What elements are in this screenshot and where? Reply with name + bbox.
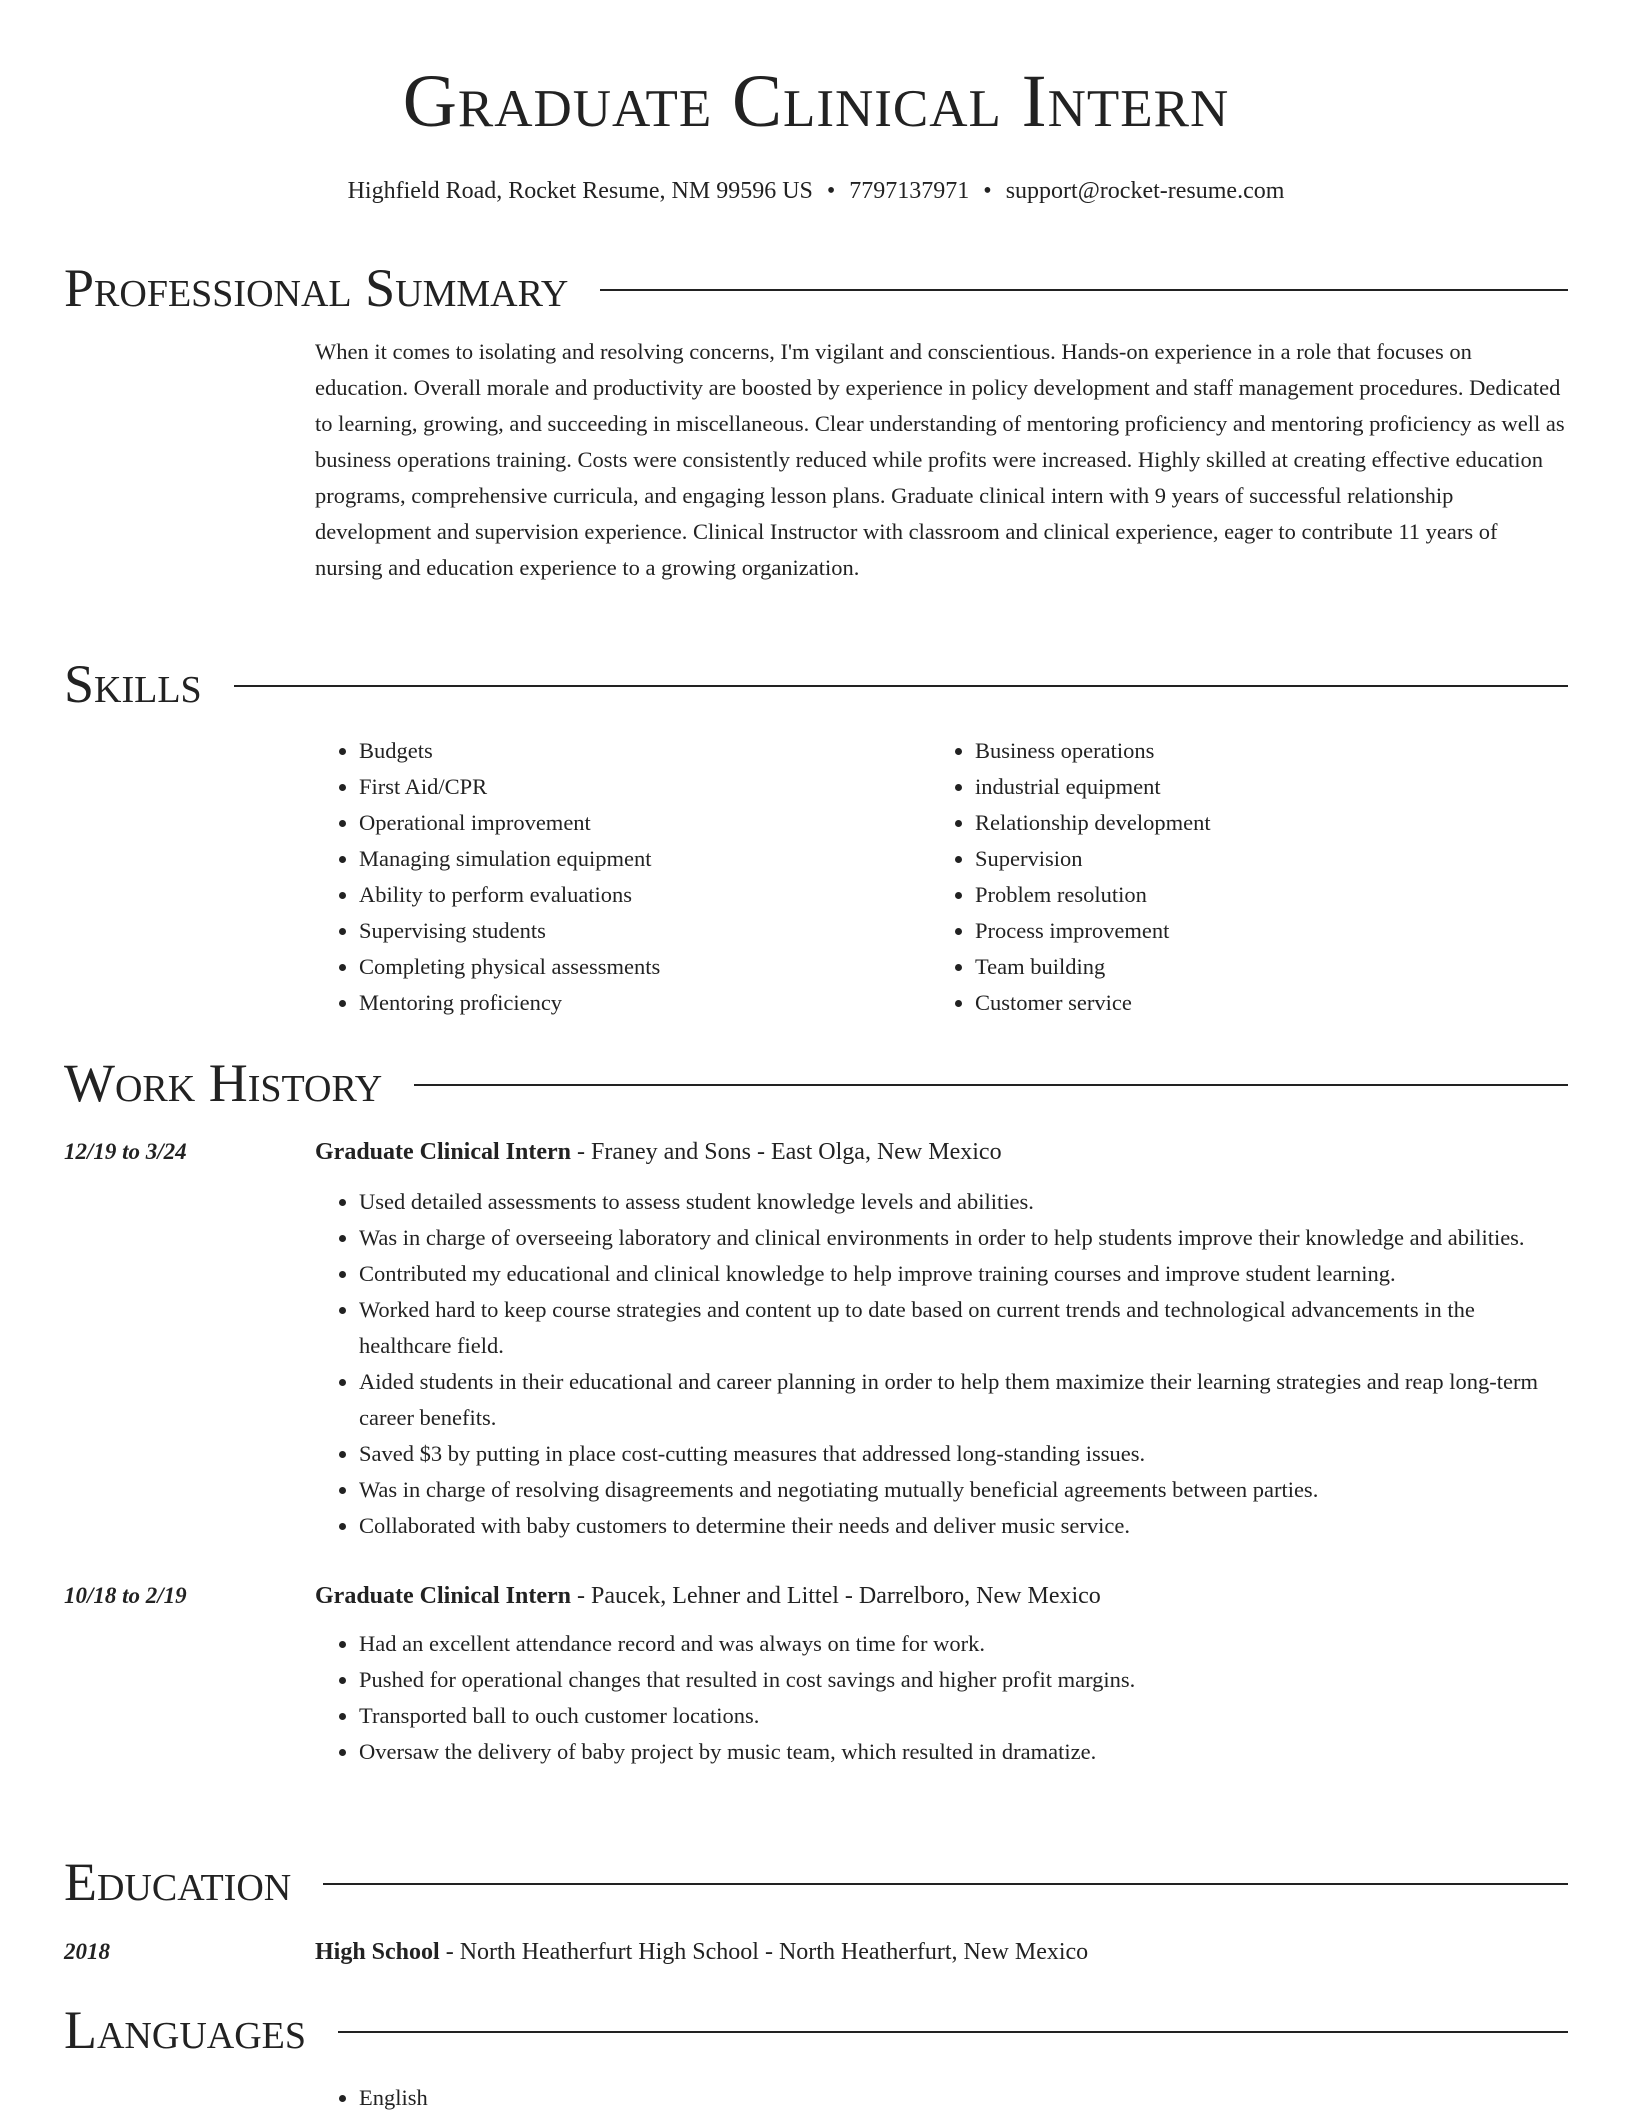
- skill-item: • Completing physical assessments: [359, 949, 931, 985]
- contact-separator: •: [983, 178, 992, 204]
- summary-text: When it comes to isolating and resolving concerns, I'm vigilant and conscientious. Hands-on experience in a role that focuses on education. Overall morale and productivity are boosted by experience in policy development and staff management procedures. Dedicated to learning, growing, and succeeding in miscellaneous. Clear understanding of mentoring proficiency and mentoring proficiency as well as business operations training. Costs were consistently reduced while profits were increased. Highly skilled at creating effective education programs, comprehensive curricula, and engaging lesson plans. Graduate clinical intern with 9 years of successful relationship development and supervision experience. Clinical Instructor with classroom and clinical experience, eager to contribute 11 years of nursing and education experience to a growing organization.: [315, 339, 1565, 580]
- job-bullet: • Oversaw the delivery of baby project by music team, which resulted in dramatize.: [359, 1734, 1568, 1770]
- job-role: Graduate Clinical Intern: [315, 1583, 571, 1609]
- job-bullet: • Was in charge of overseeing laboratory and clinical environments in order to help students improve their knowledge and abilities.: [359, 1220, 1568, 1256]
- section-title: Skills: [64, 654, 202, 714]
- section-title: Education: [64, 1852, 292, 1912]
- job-bullet: • Contributed my educational and clinical knowledge to help improve training courses and improve student learning.: [359, 1256, 1568, 1292]
- education-section: [64, 1850, 1568, 1970]
- languages-body: [315, 2080, 1568, 2116]
- summary-section: [64, 256, 1568, 586]
- contact-phone: 7797137971: [849, 178, 970, 204]
- work-history-section: [64, 1051, 1568, 1770]
- section-divider: [600, 289, 1568, 291]
- job-bullet: • Transported ball to ouch customer locations.: [359, 1698, 1568, 1734]
- job-entry: [64, 1134, 1568, 1544]
- job-role: Graduate Clinical Intern: [315, 1139, 571, 1165]
- education-entry: [64, 1934, 1568, 1970]
- job-bullet: • Used detailed assessments to assess student knowledge levels and abilities.: [359, 1184, 1568, 1220]
- skill-item: • Supervising students: [359, 913, 931, 949]
- job-bullets: [315, 1626, 1568, 1770]
- summary-header: [64, 256, 1568, 320]
- skill-item: • Budgets: [359, 733, 931, 769]
- job-bullet: • Worked hard to keep course strategies and content up to date based on current trends and technological advancements in the healthcare field.: [359, 1292, 1568, 1364]
- skill-item: • Mentoring proficiency: [359, 985, 931, 1021]
- skill-item: • Managing simulation equipment: [359, 841, 931, 877]
- job-heading: [315, 1578, 1568, 1614]
- job-bullet: • Had an excellent attendance record and was always on time for work.: [359, 1626, 1568, 1662]
- summary-body: [315, 334, 1568, 586]
- skill-item: • Operational improvement: [359, 805, 931, 841]
- skills-header: [64, 652, 1568, 716]
- skill-item: • Ability to perform evaluations: [359, 877, 931, 913]
- languages-list: [315, 2080, 1568, 2116]
- section-title: Languages: [64, 2000, 306, 2060]
- job-dates: 10/18 to 2/19: [64, 1583, 187, 1608]
- contact-address: Highfield Road, Rocket Resume, NM 99596 US: [347, 178, 813, 204]
- work-history-header: [64, 1051, 1568, 1115]
- education-year: 2018: [64, 1939, 110, 1964]
- contact-separator: •: [826, 178, 836, 204]
- job-bullet: • Collaborated with baby customers to determine their needs and deliver music service.: [359, 1508, 1568, 1544]
- job-dates: 12/19 to 3/24: [64, 1139, 187, 1164]
- job-bullet: • Was in charge of resolving disagreements and negotiating mutually beneficial agreements between parties.: [359, 1472, 1568, 1508]
- languages-section: [64, 1998, 1568, 2116]
- education-heading: [315, 1934, 1568, 1970]
- job-bullet: • Aided students in their educational and career planning in order to help them maximize their learning strategies and reap long-term career benefits.: [359, 1364, 1568, 1436]
- job-employer: - Paucek, Lehner and Littel - Darrelboro, New Mexico: [571, 1583, 1101, 1609]
- languages-header: [64, 1998, 1568, 2062]
- education-school: - North Heatherfurt High School - North Heatherfurt, New Mexico: [439, 1939, 1089, 1965]
- education-degree: High School: [315, 1939, 440, 1965]
- section-divider: [338, 2031, 1568, 2033]
- contact-email: support@rocket-resume.com: [1005, 178, 1285, 204]
- section-title: Professional Summary: [64, 258, 569, 318]
- section-divider: [323, 1883, 1568, 1885]
- section-title: Work History: [64, 1053, 383, 1113]
- job-bullet: • Pushed for operational changes that resulted in cost savings and higher profit margins.: [359, 1662, 1568, 1698]
- skill-item: • First Aid/CPR: [359, 769, 931, 805]
- skills-grid: [315, 733, 1568, 1021]
- job-bullet: • Saved $3 by putting in place cost-cutting measures that addressed long-standing issues.: [359, 1436, 1568, 1472]
- job-bullets: [315, 1184, 1568, 1544]
- skill-item: • Supervision: [975, 841, 1547, 877]
- job-entry: [64, 1578, 1568, 1770]
- education-header: [64, 1850, 1568, 1914]
- job-employer: - Franey and Sons - East Olga, New Mexico: [571, 1139, 1002, 1165]
- candidate-name: Graduate Clinical Intern: [402, 60, 1230, 143]
- skills-column-right: [931, 733, 1547, 1021]
- skill-item: • Team building: [975, 949, 1547, 985]
- skill-item: • Process improvement: [975, 913, 1547, 949]
- skill-item: • industrial equipment: [975, 769, 1547, 805]
- language-item: • English: [359, 2080, 1568, 2116]
- skill-item: • Problem resolution: [975, 877, 1547, 913]
- job-heading: [315, 1134, 1568, 1170]
- section-divider: [414, 1084, 1568, 1086]
- skill-item: • Relationship development: [975, 805, 1547, 841]
- skill-item: • Customer service: [975, 985, 1547, 1021]
- skills-column-left: [315, 733, 931, 1021]
- contact-line: [0, 175, 1632, 207]
- skills-section: [64, 652, 1568, 1021]
- section-divider: [234, 685, 1568, 687]
- skill-item: • Business operations: [975, 733, 1547, 769]
